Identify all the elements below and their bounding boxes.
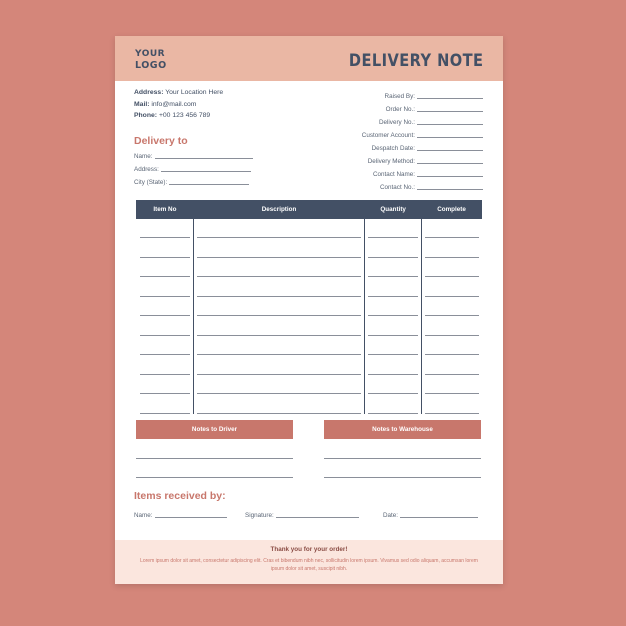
quantity-cell[interactable] (365, 394, 422, 414)
field-line (161, 171, 251, 172)
col-item-no: Item No (137, 201, 194, 219)
complete-cell[interactable] (422, 219, 482, 239)
warehouse-note-line[interactable] (324, 458, 481, 459)
meta-order-no[interactable] (362, 100, 483, 113)
contact-block (134, 87, 223, 122)
description-cell[interactable] (193, 375, 364, 395)
delivery-address-field[interactable] (134, 166, 251, 173)
complete-cell[interactable] (422, 297, 482, 317)
document-title: DELIVERY NOTE (348, 51, 483, 71)
description-cell[interactable] (193, 394, 364, 414)
field-label: Date: (383, 512, 399, 519)
meta-line (417, 111, 483, 112)
complete-cell[interactable] (422, 277, 482, 297)
table-row (137, 316, 482, 336)
item-no-cell[interactable] (137, 355, 194, 375)
phone-value: +00 123 456 789 (158, 112, 211, 119)
meta-line (417, 98, 483, 99)
item-no-cell[interactable] (137, 219, 194, 239)
logo-line-2: LOGO (135, 60, 167, 71)
quantity-cell[interactable] (365, 277, 422, 297)
contact-address (134, 87, 223, 99)
table-row (137, 355, 482, 375)
description-cell[interactable] (193, 277, 364, 297)
field-label: Address: (134, 166, 159, 173)
item-no-cell[interactable] (137, 394, 194, 414)
field-label: Signature: (245, 512, 274, 519)
phone-label: Phone: (134, 112, 158, 119)
field-line (276, 517, 359, 518)
notes-to-driver-bar: Notes to Driver (136, 420, 293, 439)
footer-band (115, 540, 503, 584)
meta-label: Raised By: (384, 93, 415, 100)
logo-line-1: YOUR (135, 49, 166, 59)
field-label: City (State): (134, 179, 168, 186)
mail-value: info@mail.com (151, 100, 197, 108)
field-line (155, 517, 227, 518)
meta-raised-by[interactable] (362, 87, 483, 100)
meta-despatch-date[interactable] (362, 139, 483, 152)
field-line (155, 158, 253, 159)
cell-line (140, 413, 190, 414)
received-signature-field[interactable] (245, 512, 359, 519)
cell-line (425, 413, 478, 414)
description-cell[interactable] (193, 238, 364, 258)
meta-line (417, 189, 483, 190)
complete-cell[interactable] (422, 355, 482, 375)
company-logo (135, 49, 167, 71)
items-table (136, 200, 482, 414)
meta-delivery-no[interactable] (362, 113, 483, 126)
contact-mail (134, 99, 223, 111)
item-no-cell[interactable] (137, 375, 194, 395)
quantity-cell[interactable] (365, 238, 422, 258)
table-row (137, 297, 482, 317)
meta-line (417, 176, 483, 177)
driver-note-line[interactable] (136, 458, 293, 459)
cell-line (368, 413, 418, 414)
description-cell[interactable] (193, 316, 364, 336)
table-row (137, 258, 482, 278)
notes-to-warehouse-bar: Notes to Warehouse (324, 420, 481, 439)
description-cell[interactable] (193, 355, 364, 375)
items-table-header (137, 201, 482, 219)
col-complete: Complete (422, 201, 482, 219)
quantity-cell[interactable] (365, 219, 422, 239)
quantity-cell[interactable] (365, 297, 422, 317)
address-label: Address: (134, 89, 164, 96)
meta-label: Contact No.: (380, 184, 415, 191)
thank-you-text: Thank you for your order! (270, 546, 348, 553)
meta-line (417, 124, 483, 125)
col-quantity: Quantity (365, 201, 422, 219)
meta-label: Customer Account: (361, 132, 415, 139)
meta-line (417, 150, 483, 151)
description-cell[interactable] (193, 258, 364, 278)
contact-phone (134, 110, 223, 122)
table-row (137, 375, 482, 395)
item-no-cell[interactable] (137, 238, 194, 258)
meta-customer-account[interactable] (362, 126, 483, 139)
complete-cell[interactable] (422, 238, 482, 258)
field-label: Name: (134, 153, 153, 160)
quantity-cell[interactable] (365, 258, 422, 278)
item-no-cell[interactable] (137, 277, 194, 297)
complete-cell[interactable] (422, 375, 482, 395)
table-row (137, 277, 482, 297)
item-no-cell[interactable] (137, 336, 194, 356)
meta-label: Delivery Method: (367, 158, 415, 165)
cell-line (197, 413, 361, 414)
description-cell[interactable] (193, 219, 364, 239)
field-line (169, 184, 249, 185)
complete-cell[interactable] (422, 394, 482, 414)
meta-contact-no[interactable] (362, 178, 483, 191)
meta-label: Despatch Date: (371, 145, 415, 152)
delivery-note-sheet (115, 36, 503, 584)
footer-lorem-text: Lorem ipsum dolor sit amet, consectetur adipiscing elit. Cras et bibendum nibh nec, sollicitudin lorem ipsum. Vivamus sed odio aliquam, accumsan lorem ipsum dolor sit amet, suscipit nibh. (140, 558, 478, 572)
complete-cell[interactable] (422, 336, 482, 356)
mail-label: Mail: (134, 100, 150, 108)
meta-line (417, 137, 483, 138)
meta-delivery-method[interactable] (362, 152, 483, 165)
order-meta-fields (362, 87, 483, 191)
description-cell[interactable] (193, 336, 364, 356)
received-name-field[interactable] (134, 512, 227, 519)
meta-line (417, 163, 483, 164)
delivery-name-field[interactable] (134, 153, 253, 160)
items-received-heading: Items received by: (134, 490, 226, 502)
quantity-cell[interactable] (365, 336, 422, 356)
field-label: Name: (134, 512, 153, 519)
item-no-cell[interactable] (137, 258, 194, 278)
meta-label: Delivery No.: (378, 119, 415, 126)
table-row (137, 394, 482, 414)
delivery-city-field[interactable] (134, 179, 249, 186)
meta-label: Contact Name: (373, 171, 415, 178)
table-row (137, 219, 482, 239)
table-row (137, 238, 482, 258)
received-date-field[interactable] (383, 512, 478, 519)
complete-cell[interactable] (422, 258, 482, 278)
quantity-cell[interactable] (365, 355, 422, 375)
col-description: Description (193, 201, 364, 219)
quantity-cell[interactable] (365, 375, 422, 395)
item-no-cell[interactable] (137, 297, 194, 317)
meta-contact-name[interactable] (362, 165, 483, 178)
address-value: Your Location Here (165, 89, 224, 96)
driver-note-line[interactable] (136, 477, 293, 478)
complete-cell[interactable] (422, 316, 482, 336)
table-row (137, 336, 482, 356)
warehouse-note-line[interactable] (324, 477, 481, 478)
items-table-body (137, 219, 482, 414)
quantity-cell[interactable] (365, 316, 422, 336)
description-cell[interactable] (193, 297, 364, 317)
field-line (400, 517, 478, 518)
meta-label: Order No.: (385, 106, 415, 113)
header-band (115, 36, 503, 81)
delivery-to-heading: Delivery to (134, 135, 188, 147)
item-no-cell[interactable] (137, 316, 194, 336)
